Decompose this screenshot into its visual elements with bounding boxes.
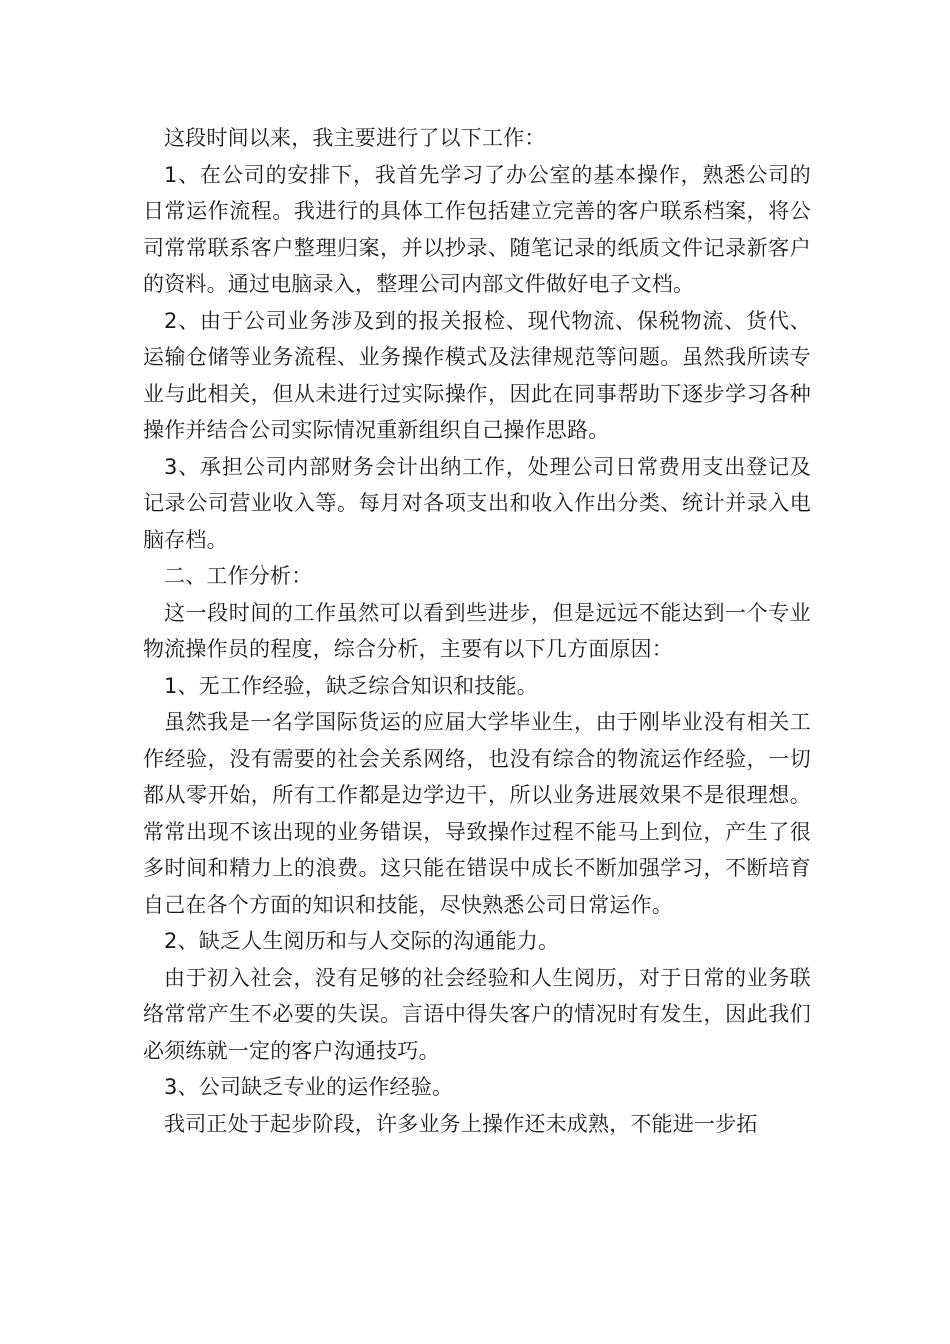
paragraph-reason-2-title: 2、缺乏人生阅历和与人交际的沟通能力。 — [164, 929, 560, 953]
paragraph-reason-1-title: 1、无工作经验，缺乏综合知识和技能。 — [164, 673, 538, 698]
paragraph-work-item-1: 1、在公司的安排下，我首先学习了办公室的基本操作，熟悉公司的日常运作流程。我进行的具体工作包括建立完善的客户联系档案，将公司常常联系客户整理归案，并以抄录、随笔记录的纸质文件记录新客户的资料。通过电脑录入，整理公司内部文件做好电子文档。 — [143, 162, 811, 296]
paragraph-reason-1-body: 虽然我是一名学国际货运的应届大学毕业生，由于刚毕业没有相关工作经验，没有需要的社会关系网络，也没有综合的物流运作经验，一切都从零开始，所有工作都是边学边干，所以业务进展效果不是很理想。常常出现不该出现的业务错误，导致操作过程不能马上到位，产生了很多时间和精力上的浪费。这只能在错误中成长不断加强学习，不断培育自己在各个方面的知识和技能，尽快熟悉公司日常运作。 — [143, 710, 811, 917]
paragraph-reason-3-body: 我司正处于起步阶段，许多业务上操作还未成熟，不能进一步拓 — [164, 1111, 758, 1136]
paragraph-intro: 这段时间以来，我主要进行了以下工作： — [164, 126, 546, 150]
paragraph-reason-2-body: 由于初入社会，没有足够的社会经验和人生阅历，对于日常的业务联络常常产生不必要的失误。言语中得失客户的情况时有发生，因此我们必须练就一定的客户沟通技巧。 — [143, 965, 811, 1063]
section-heading-work-analysis: 二、工作分析： — [164, 564, 313, 588]
paragraph-work-item-3: 3、承担公司内部财务会计出纳工作，处理公司日常费用支出登记及记录公司营业收入等。每月对各项支出和收入作出分类、统计并录入电脑存档。 — [143, 454, 811, 552]
paragraph-analysis-summary: 这一段时间的工作虽然可以看到些进步，但是远远不能达到一个专业物流操作员的程度，综合分析，主要有以下几方面原因： — [143, 600, 811, 661]
document-body — [143, 120, 811, 1142]
paragraph-reason-3-title: 3、公司缺乏专业的运作经验。 — [164, 1075, 454, 1099]
paragraph-work-item-2: 2、由于公司业务涉及到的报关报检、现代物流、保税物流、货代、运输仓储等业务流程、业务操作模式及法律规范等问题。虽然我所读专业与此相关，但从未进行过实际操作，因此在同事帮助下逐步学习各种操作并结合公司实际情况重新组织自己操作思路。 — [143, 308, 811, 442]
